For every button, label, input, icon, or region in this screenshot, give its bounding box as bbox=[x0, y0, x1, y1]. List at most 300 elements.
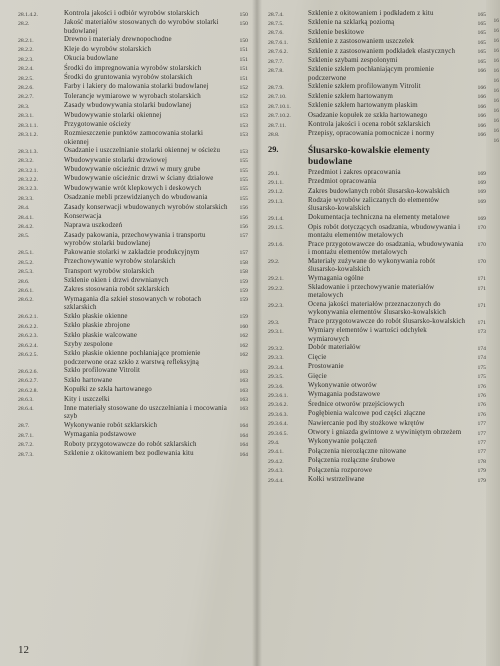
toc-entry-title: Wykonywanie połączeń bbox=[308, 438, 377, 446]
toc-entry-title: Szkło płaskie zbrojone bbox=[64, 322, 131, 330]
toc-entry-number: 28.7.11. bbox=[268, 122, 287, 129]
toc-entry-page: 177 bbox=[477, 421, 486, 428]
toc-entry-title: Inne materiały stosowane do uszczelniania i mocowania szyb bbox=[64, 404, 227, 421]
toc-entry-page: 173 bbox=[477, 329, 486, 336]
toc-entry-page: 155 bbox=[239, 186, 248, 193]
toc-entry-title: Zasady wbudowywania stolarki budowlanej bbox=[64, 102, 192, 110]
clipped-page-number: 16 bbox=[493, 98, 499, 104]
toc-entry-page: 176 bbox=[477, 383, 486, 390]
toc-entry-title: Wbudowywanie ościeżnic drzwi w mury grube bbox=[64, 166, 201, 174]
toc-entry bbox=[18, 112, 248, 121]
toc-entry bbox=[268, 93, 486, 102]
toc-entry-page: 159 bbox=[239, 278, 248, 285]
toc-entry-title: Kontrola jakości i ocena robót szklarskich bbox=[308, 120, 431, 128]
toc-entry bbox=[268, 373, 486, 382]
toc-entry-title: Szkło hartowane bbox=[64, 376, 113, 384]
toc-entry-number: 28.7.2. bbox=[18, 442, 34, 449]
toc-entry-page: 164 bbox=[239, 451, 248, 458]
toc-entry-title: Jakość materiałów stosowanych do wyrobów stolarki budowlanej bbox=[64, 19, 219, 35]
toc-entry-number: 28.3.1.3. bbox=[18, 148, 38, 155]
toc-entry-number: 28.3.1.1. bbox=[18, 122, 38, 129]
toc-entry-number: 28.7.7. bbox=[268, 58, 284, 65]
toc-entry-title: Składowanie i przechowywanie materiałów metalowych bbox=[308, 284, 435, 300]
toc-entry-number: 28.6.3. bbox=[18, 397, 34, 404]
toc-entry bbox=[18, 93, 248, 102]
toc-entry bbox=[268, 401, 486, 410]
toc-entry-title: Drewno i materiały drewnopochodne bbox=[64, 36, 172, 44]
toc-entry-title: Szkło płaskie walcowane bbox=[64, 331, 138, 339]
toc-entry-title: Przechowywanie wyrobów stolarskich bbox=[64, 258, 176, 266]
toc-entry-page: 150 bbox=[239, 37, 248, 44]
toc-entry-title: Szklenie szkłem profilowanym Vitrolit bbox=[308, 83, 421, 91]
toc-entry-title: Kleje do wyrobów stolarskich bbox=[64, 45, 152, 53]
toc-entry-title: Wymagania podstawowe bbox=[308, 391, 381, 399]
toc-entry-page: 176 bbox=[477, 402, 486, 409]
toc-entry-number: 28.2.4. bbox=[18, 66, 34, 73]
toc-entry bbox=[18, 204, 248, 213]
toc-entry bbox=[268, 224, 486, 240]
toc-entry-page: 159 bbox=[239, 287, 248, 294]
toc-entry-number: 28.6.2.4. bbox=[18, 342, 38, 349]
toc-entry-page: 166 bbox=[477, 113, 486, 120]
toc-entry-title: Otwory i gniazda gwintowe z wywiniętym obrzeżem bbox=[308, 428, 462, 436]
toc-entry bbox=[18, 185, 248, 194]
toc-entry bbox=[18, 277, 248, 286]
toc-entry-number: 28.2. bbox=[18, 20, 30, 27]
toc-entry-page: 151 bbox=[239, 47, 248, 54]
toc-entry-page: 171 bbox=[477, 302, 486, 309]
toc-entry-title: Szkło profilowane Vitrolit bbox=[64, 367, 141, 375]
toc-entry-title: Przedmiot opracowania bbox=[308, 178, 377, 186]
toc-entry-page: 166 bbox=[477, 94, 486, 101]
toc-entry-number: 29.4.1. bbox=[268, 449, 284, 456]
toc-entry bbox=[268, 38, 486, 47]
toc-entry-number: 28.7.6.1. bbox=[268, 39, 288, 46]
toc-entry bbox=[18, 396, 248, 405]
toc-entry-title: Szklenie szkłem hartowanym bbox=[308, 92, 394, 100]
toc-entry-title: Gięcie bbox=[308, 372, 327, 380]
toc-entry-title: Dobór materiałów bbox=[308, 344, 361, 352]
toc-entry-number: 28.4. bbox=[18, 205, 30, 212]
clipped-page-number: 16 bbox=[493, 78, 499, 84]
toc-entry-title: Wbudowywanie stolarki drzwiowej bbox=[64, 156, 168, 164]
toc-entry-number: 28.5.1. bbox=[18, 250, 34, 257]
toc-entry bbox=[18, 55, 248, 64]
toc-entry-page: 150 bbox=[239, 20, 248, 27]
toc-entry-title: Średnice otworów przejściowych bbox=[308, 400, 405, 408]
toc-entry-number: 29.1.5. bbox=[268, 225, 284, 232]
toc-entry-title: Środki do impregnowania wyrobów stolarskich bbox=[64, 64, 202, 72]
toc-entry-title: Kopułki ze szkła hartowanego bbox=[64, 386, 152, 394]
toc-entry-title: Opis robót dotyczących osadzania, wbudowywania i montażu elementów metalowych bbox=[308, 223, 461, 239]
toc-entry-page: 169 bbox=[477, 170, 486, 177]
toc-entry-number: 29.4.2. bbox=[268, 458, 284, 465]
toc-entry-number: 29.1.2. bbox=[268, 189, 284, 196]
toc-entry bbox=[268, 410, 486, 419]
toc-entry bbox=[18, 65, 248, 74]
toc-entry-number: 28.6.2.2. bbox=[18, 323, 38, 330]
toc-entry-title: Osadzanie i uszczelnianie stolarki okiennej w ościeżu bbox=[64, 147, 221, 155]
toc-entry-title: Zasady pakowania, przechowywania i transportu wyrobów stolarki budowlanej bbox=[64, 231, 206, 248]
toc-section-heading bbox=[268, 145, 486, 166]
toc-entry-title: Szkło płaskie okienne bbox=[64, 312, 128, 320]
toc-entry bbox=[268, 391, 486, 400]
toc-entry-number: 28.2.1. bbox=[18, 37, 34, 44]
toc-entry bbox=[268, 382, 486, 391]
toc-entry bbox=[18, 332, 248, 341]
toc-entry-page: 164 bbox=[239, 423, 248, 430]
toc-entry-number: 28.7.1. bbox=[18, 432, 34, 439]
toc-entry-page: 155 bbox=[239, 177, 248, 184]
toc-entry-page: 165 bbox=[477, 49, 486, 56]
toc-entry-page: 178 bbox=[477, 458, 486, 465]
toc-entry-page: 174 bbox=[477, 346, 486, 353]
toc-entry-number: 28.7.3. bbox=[18, 451, 34, 458]
toc-entry-page: 176 bbox=[477, 411, 486, 418]
toc-entry bbox=[268, 130, 486, 139]
toc-entry-number: 28.3.2.1. bbox=[18, 167, 38, 174]
toc-entry bbox=[268, 214, 486, 223]
toc-entry-page: 165 bbox=[477, 39, 486, 46]
toc-entry-title: Cięcie bbox=[308, 353, 327, 361]
toc-entry-title: Szklenie szkłem pochłaniającym promienie podczerwone bbox=[308, 66, 434, 82]
toc-entry-page: 150 bbox=[239, 11, 248, 18]
toc-entry-page: 153 bbox=[239, 122, 248, 129]
clipped-page-number: 16 bbox=[493, 88, 499, 94]
toc-entry-title: Osadzanie mebli przewidzianych do wbudowania bbox=[64, 194, 208, 202]
toc-entry-page: 153 bbox=[239, 113, 248, 120]
toc-entry-number: 28.6.2. bbox=[18, 297, 34, 304]
toc-entry-title: Połączenia nierozłączne nitowane bbox=[308, 447, 407, 455]
toc-entry-number: 28.7.9. bbox=[268, 84, 284, 91]
toc-entry bbox=[268, 121, 486, 130]
toc-entry-title: Wykonywanie robót szklarskich bbox=[64, 421, 158, 429]
toc-entry-title: Rodzaje wyrobów zaliczanych do elementów ślusarsko-kowalskich bbox=[308, 197, 440, 213]
toc-entry-page: 166 bbox=[477, 131, 486, 138]
toc-entry-title: Wymagania podstawowe bbox=[64, 431, 137, 439]
toc-entry-number: 29.3.4. bbox=[268, 364, 284, 371]
toc-entry-title: Farby i lakiery do malowania stolarki budowlanej bbox=[64, 83, 209, 91]
toc-entry-title: Prace przygotowawcze do osadzania, wbudowywania i montażu elementów metalowych bbox=[308, 240, 464, 256]
toc-entry-number: 28.4.2. bbox=[18, 224, 34, 231]
toc-entry bbox=[268, 102, 486, 111]
toc-entry-page: 158 bbox=[239, 269, 248, 276]
toc-entry-number: 28.3.3. bbox=[18, 195, 34, 202]
toc-entry-page: 158 bbox=[239, 259, 248, 266]
toc-entry-page: 176 bbox=[477, 392, 486, 399]
toc-entry bbox=[18, 10, 248, 19]
toc-entry-title: Wykonywanie otworów bbox=[308, 382, 377, 389]
toc-entry bbox=[18, 232, 248, 248]
toc-entry-page: 171 bbox=[477, 276, 486, 283]
toc-entry-number: 28.2.2. bbox=[18, 47, 34, 54]
toc-entry-title: Przygotowanie ościeży bbox=[64, 120, 131, 128]
toc-entry-title: Wbudowywanie stolarki okiennej bbox=[64, 111, 162, 119]
toc-entry bbox=[268, 258, 486, 274]
toc-entry-page: 169 bbox=[477, 189, 486, 196]
toc-entry bbox=[268, 178, 486, 187]
toc-entry bbox=[18, 258, 248, 267]
toc-entry-title: Transport wyrobów stolarskich bbox=[64, 267, 155, 275]
toc-right-column bbox=[268, 10, 486, 485]
toc-entry-number: 28.6.1. bbox=[18, 287, 34, 294]
toc-entry bbox=[268, 467, 486, 476]
toc-entry-number: 29.3.6. bbox=[268, 383, 284, 390]
toc-entry-number: 28.6. bbox=[18, 278, 30, 285]
toc-entry bbox=[18, 130, 248, 146]
toc-entry-page: 169 bbox=[477, 215, 486, 222]
toc-entry-number: 28.6.2.8. bbox=[18, 387, 38, 394]
toc-entry-page: 162 bbox=[239, 342, 248, 349]
toc-entry bbox=[268, 112, 486, 121]
clipped-page-number: 16 bbox=[493, 28, 499, 34]
toc-entry bbox=[18, 286, 248, 295]
toc-entry-page bbox=[466, 145, 486, 146]
toc-entry-page: 165 bbox=[477, 58, 486, 65]
toc-entry-number: 29.1. bbox=[268, 170, 280, 177]
toc-entry-title: Wymagania dla szkieł stosowanych w robotach szklarskich bbox=[64, 295, 202, 311]
toc-entry-title: Wymiary elementów i wartości odchyłek wymiarowych bbox=[308, 327, 427, 343]
toc-entry-page: 179 bbox=[477, 477, 486, 484]
toc-entry bbox=[18, 213, 248, 222]
clipped-page-number: 16 bbox=[493, 128, 499, 134]
toc-entry-number: 28.6.2.6. bbox=[18, 368, 38, 375]
toc-entry-page: 166 bbox=[477, 67, 486, 74]
toc-entry-number: 28.5.2. bbox=[18, 259, 34, 266]
toc-entry-title: Szklenie okien i drzwi drewnianych bbox=[64, 276, 169, 284]
clipped-page-number: 16 bbox=[493, 48, 499, 54]
toc-entry-page: 165 bbox=[477, 11, 486, 18]
toc-entry-title: Szklenie z okitowaniem i podkładem z kitu bbox=[308, 10, 434, 17]
toc-entry-page: 156 bbox=[239, 205, 248, 212]
toc-entry-number: 28.7.5. bbox=[268, 20, 284, 27]
toc-entry-number: 29.3.3. bbox=[268, 355, 284, 362]
toc-entry-number: 29. bbox=[268, 144, 279, 154]
toc-entry-number: 28.6.2.5. bbox=[18, 351, 38, 358]
clipped-page-number: 16 bbox=[493, 108, 499, 114]
toc-entry-number: 29.4. bbox=[268, 439, 280, 446]
toc-entry bbox=[268, 327, 486, 343]
toc-entry-page: 156 bbox=[239, 224, 248, 231]
toc-entry-page: 175 bbox=[477, 374, 486, 381]
toc-entry bbox=[268, 344, 486, 353]
toc-entry-number: 28.6.4. bbox=[18, 406, 34, 413]
toc-entry bbox=[268, 188, 486, 197]
toc-entry-title: Pogłębienia walcowe pod części złączne bbox=[308, 410, 426, 418]
toc-entry bbox=[18, 121, 248, 130]
toc-entry bbox=[18, 102, 248, 111]
toc-entry-page: 151 bbox=[239, 56, 248, 63]
toc-entry bbox=[18, 19, 248, 35]
toc-entry bbox=[18, 322, 248, 331]
toc-entry-number: 29.3.6.4. bbox=[268, 421, 288, 428]
clipped-page-number: 16 bbox=[493, 68, 499, 74]
toc-entry-number: 29.4.4. bbox=[268, 477, 284, 484]
toc-entry bbox=[18, 296, 248, 312]
toc-entry-page: 155 bbox=[239, 167, 248, 174]
toc-entry-page: 177 bbox=[477, 449, 486, 456]
toc-entry-page: 162 bbox=[239, 333, 248, 340]
toc-entry-number: 28.2.3. bbox=[18, 56, 34, 63]
toc-entry-title: Szyby zespolone bbox=[64, 340, 113, 348]
toc-entry-page: 153 bbox=[239, 103, 248, 110]
toc-entry-number: 29.1.3. bbox=[268, 198, 284, 205]
toc-entry-page: 163 bbox=[239, 406, 248, 413]
toc-entry-number: 28.2.5. bbox=[18, 75, 34, 82]
toc-entry-title: Wbudowywanie wrót klepkowych i deskowych bbox=[64, 184, 202, 192]
toc-entry-page: 156 bbox=[239, 214, 248, 221]
toc-entry-page: 159 bbox=[239, 297, 248, 304]
toc-entry bbox=[268, 83, 486, 92]
toc-entry-title: Ocena jakości materiałów przeznaczonych do wykonywania elementów ślusarsko-kowalskich bbox=[308, 301, 446, 317]
toc-entry-number: 28.2.6. bbox=[18, 84, 34, 91]
toc-entry-title: Okucia budowlane bbox=[64, 55, 119, 63]
toc-entry-title: Osadzanie kopułek ze szkła hartowanego bbox=[308, 111, 428, 119]
toc-entry-title: Środki do gruntowania wyrobów stolarskich bbox=[64, 73, 193, 81]
toc-entry-title: Kołki wstrzeliwane bbox=[308, 475, 365, 483]
toc-entry-title: Połączenia rozłączne śrubowe bbox=[308, 457, 396, 465]
toc-entry-title: Roboty przygotowawcze do robót szklarskich bbox=[64, 440, 197, 448]
toc-entry-number: 29.3.2. bbox=[268, 346, 284, 353]
toc-entry-title: Naprawa uszkodzeń bbox=[64, 222, 123, 230]
toc-entry bbox=[18, 46, 248, 55]
toc-entry bbox=[268, 197, 486, 213]
toc-entry bbox=[268, 29, 486, 38]
toc-entry-number: 29.3.1. bbox=[268, 329, 284, 336]
toc-entry-page: 151 bbox=[239, 75, 248, 82]
toc-entry-number: 28.3.2. bbox=[18, 158, 34, 165]
toc-entry bbox=[18, 422, 248, 431]
toc-entry bbox=[18, 377, 248, 386]
toc-entry-title: Zakres budowlanych robót ślusarsko-kowalskich bbox=[308, 187, 450, 195]
toc-entry-page: 152 bbox=[239, 94, 248, 101]
toc-entry-page: 152 bbox=[239, 84, 248, 91]
toc-entry bbox=[268, 241, 486, 257]
toc-entry-page: 155 bbox=[239, 195, 248, 202]
toc-entry bbox=[268, 420, 486, 429]
toc-entry bbox=[18, 367, 248, 376]
toc-entry-page: 177 bbox=[477, 430, 486, 437]
toc-entry-page: 164 bbox=[239, 442, 248, 449]
toc-entry-page: 155 bbox=[239, 158, 248, 165]
toc-entry-number: 29.1.6. bbox=[268, 242, 284, 249]
toc-entry bbox=[18, 431, 248, 440]
toc-entry-title: Kity i uszczelki bbox=[64, 395, 110, 403]
toc-entry bbox=[18, 268, 248, 277]
toc-entry-page: 175 bbox=[477, 364, 486, 371]
toc-entry-page: 170 bbox=[477, 225, 486, 232]
toc-entry-page: 171 bbox=[477, 319, 486, 326]
toc-entry bbox=[268, 448, 486, 457]
toc-entry bbox=[268, 66, 486, 82]
toc-entry-page: 151 bbox=[239, 66, 248, 73]
toc-entry bbox=[268, 275, 486, 284]
toc-entry-number: 28.5.3. bbox=[18, 269, 34, 276]
toc-entry-page: 164 bbox=[239, 432, 248, 439]
toc-entry-page: 163 bbox=[239, 397, 248, 404]
toc-entry bbox=[18, 194, 248, 203]
toc-entry-page: 169 bbox=[477, 180, 486, 187]
toc-entry-title: Konserwacja bbox=[64, 213, 102, 221]
clipped-page-number: 16 bbox=[493, 38, 499, 44]
toc-entry-number: 28.7.8. bbox=[268, 67, 284, 74]
toc-entry-title: Szklenie z zastosowaniem uszczelek bbox=[308, 38, 414, 46]
toc-entry-page: 165 bbox=[477, 20, 486, 27]
toc-entry bbox=[268, 169, 486, 178]
toc-entry-title: Szklenie na szklarką poziomą bbox=[308, 19, 395, 27]
toc-entry-page: 163 bbox=[239, 378, 248, 385]
toc-entry-page: 166 bbox=[477, 103, 486, 110]
toc-entry-number: 28.7.4. bbox=[268, 11, 284, 18]
page-gutter bbox=[252, 0, 262, 666]
toc-entry bbox=[268, 476, 486, 485]
toc-entry bbox=[18, 450, 248, 459]
toc-entry-title: Zakres stosowania robót szklarskich bbox=[64, 286, 170, 294]
toc-entry bbox=[18, 222, 248, 231]
toc-entry-page: 153 bbox=[239, 148, 248, 155]
toc-entry bbox=[268, 57, 486, 66]
toc-entry-number: 29.1.4. bbox=[268, 215, 284, 222]
toc-entry-number: 28.5. bbox=[18, 233, 30, 240]
clipped-page-number: 16 bbox=[493, 58, 499, 64]
toc-entry-page: 170 bbox=[477, 259, 486, 266]
toc-entry-number: 29.3.6.5. bbox=[268, 430, 288, 437]
toc-entry-page: 163 bbox=[239, 368, 248, 375]
toc-entry bbox=[18, 405, 248, 421]
toc-entry-title: Połączenia rozporowe bbox=[308, 466, 373, 474]
toc-entry-number: 28.7.10.1. bbox=[268, 103, 291, 110]
clipped-page-number: 16 bbox=[493, 18, 499, 24]
toc-entry bbox=[268, 10, 486, 19]
toc-entry-title: Przepisy, opracowania pomocnicze i normy bbox=[308, 130, 435, 138]
toc-entry bbox=[268, 429, 486, 438]
toc-entry-page: 169 bbox=[477, 198, 486, 205]
clipped-page-numbers bbox=[486, 0, 500, 666]
toc-entry-page: 162 bbox=[239, 351, 248, 358]
clipped-page-number: 16 bbox=[493, 118, 499, 124]
toc-entry-page: 166 bbox=[477, 122, 486, 129]
toc-entry-page: 170 bbox=[477, 242, 486, 249]
toc-entry bbox=[18, 175, 248, 184]
toc-entry bbox=[18, 157, 248, 166]
toc-entry-page: 163 bbox=[239, 387, 248, 394]
toc-entry bbox=[18, 74, 248, 83]
toc-entry-number: 29.2.3. bbox=[268, 302, 284, 309]
toc-entry bbox=[268, 457, 486, 466]
toc-entry bbox=[268, 318, 486, 327]
toc-entry bbox=[268, 19, 486, 28]
toc-entry-number: 28.4.1. bbox=[18, 214, 34, 221]
toc-entry-title: Przedmiot i zakres opracowania bbox=[308, 169, 401, 177]
toc-entry-title: Szklenie szkłem hartowanym płaskim bbox=[308, 102, 418, 110]
toc-entry bbox=[18, 147, 248, 156]
toc-entry-title: Kontrola jakości i odbiór wyrobów stolarskich bbox=[64, 10, 200, 17]
toc-entry bbox=[268, 438, 486, 447]
toc-entry bbox=[268, 363, 486, 372]
toc-entry-title: Pakowanie stolarki w zakładzie produkcyjnym bbox=[64, 248, 200, 256]
toc-entry bbox=[268, 301, 486, 317]
toc-entry-page: 153 bbox=[239, 131, 248, 138]
toc-entry-number: 29.4.3. bbox=[268, 468, 284, 475]
toc-entry-title: Szklenie z okitowaniem bez podlewania kitu bbox=[64, 450, 194, 458]
toc-entry-page: 159 bbox=[239, 314, 248, 321]
toc-entry-page: 165 bbox=[477, 30, 486, 37]
toc-entry-number: 28.7.10.2. bbox=[268, 113, 291, 120]
toc-entry-page: 166 bbox=[477, 84, 486, 91]
toc-entry-title: Prace przygotowawcze do robót ślusarsko-kowalskich bbox=[308, 318, 466, 326]
toc-entry-title: Wbudowywanie ościeżnic drzwi w ściany działowe bbox=[64, 175, 214, 183]
toc-entry-number: 29.3.6.1. bbox=[268, 392, 288, 399]
